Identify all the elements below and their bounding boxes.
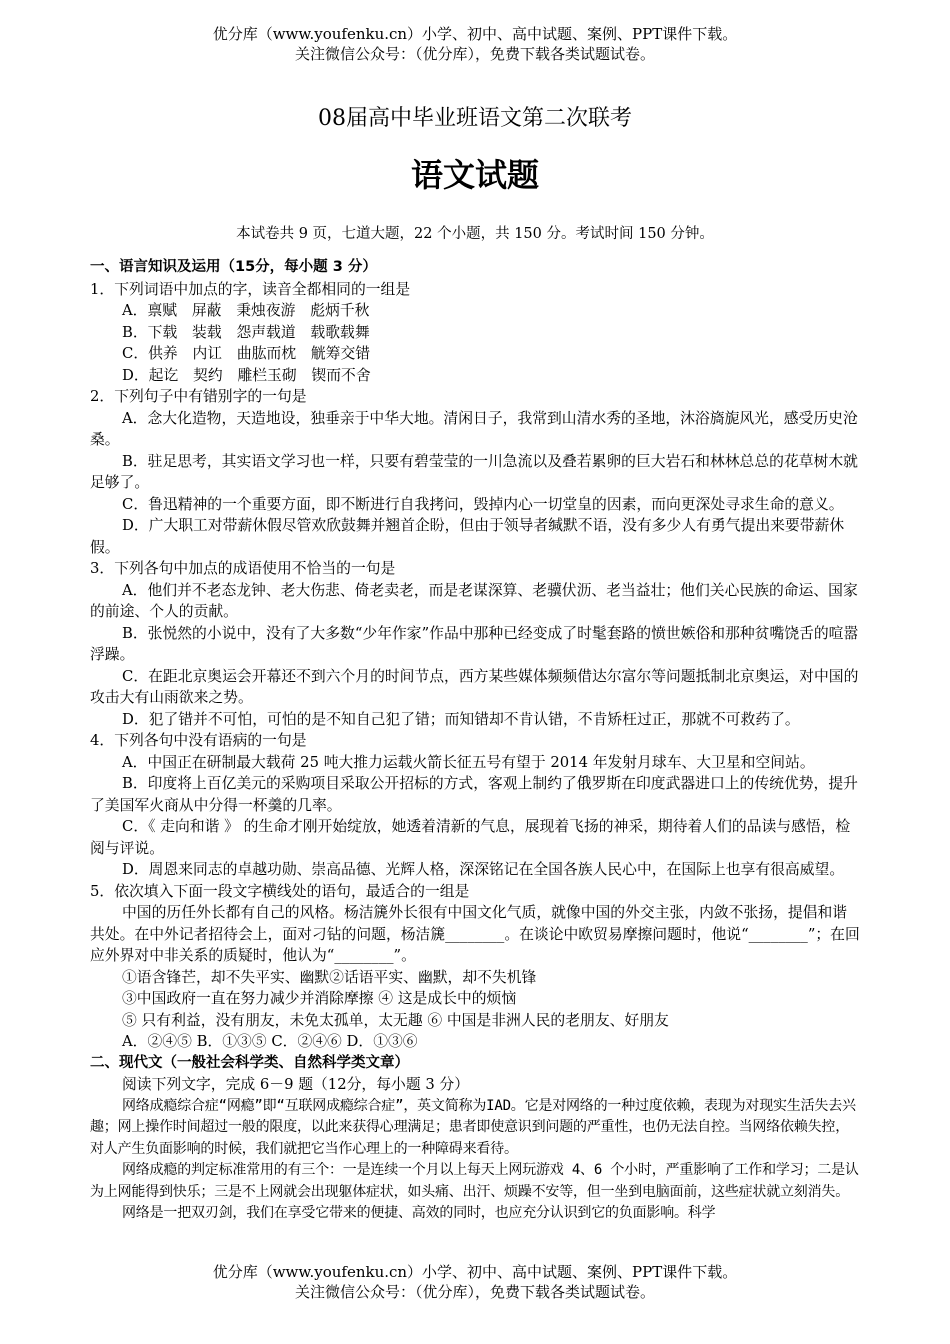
question-4-option-b: B．印度将上百亿美元的采购项目采取公开招标的方式，客观上制约了俄罗斯在印度武器进口上的传统优势，提升了美国军火商从中分得一杯羹的几率。 <box>90 775 858 814</box>
question-2-option-b: B．驻足思考，其实语文学习也一样，只要有碧莹莹的一川急流以及叠若累卵的巨大岩石和林林总总的花草树木就足够了。 <box>90 452 858 491</box>
question-3-stem: 3．下列各句中加点的成语使用不恰当的一句是 <box>90 560 396 577</box>
question-3-option-a: A．他们并不老态龙钟、老大伤悲、倚老卖老，而是老谋深算、老骥伏沥、老当益壮；他们关心民族的命运、国家的前途、个人的贡献。 <box>90 581 858 620</box>
exam-subtitle: 08届高中毕业班语文第二次联考 <box>318 106 632 131</box>
exam-content <box>90 257 860 1225</box>
question-5-statements-1: ①语含锋芒，却不失平实、幽默②话语平实、幽默，却不失机锋 <box>122 968 537 986</box>
question-3-option-b: B．张悦然的小说中，没有了大多数“少年作家”作品中那种已经变成了时髦套路的愤世嫉俗和那种贫嘴饶舌的喧嚣浮躁。 <box>90 624 859 663</box>
section-2-intro: 阅读下列文字，完成 6－9 题（12分，每小题 3 分） <box>122 1076 470 1093</box>
question-1-option-d: D．起讫 契约 雕栏玉砌 锲而不舍 <box>122 366 371 384</box>
question-1-stem: 1．下列词语中加点的字，读音全都相同的一组是 <box>90 280 411 298</box>
question-1-option-b: B．下载 装载 怨声载道 载歌载舞 <box>122 323 370 341</box>
question-4-option-c: C．《 走向和谐 》 的生命才刚开始绽放，她透着清新的气息，展现着飞扬的神采，期待着人们的品读与感悟，检阅与评说。 <box>90 818 851 857</box>
question-5-stem: 5．依次填入下面一段文字横线处的语句，最适合的一组是 <box>90 882 470 900</box>
question-5-statements-2: ③中国政府一直在努力减少并消除摩擦 ④ 这是成长中的烦恼 <box>122 990 517 1007</box>
section-2-heading: 二、现代文（一般社会科学类、自然科学类文章） <box>90 1054 409 1071</box>
section-1-heading: 一、语言知识及运用（15分，每小题 3 分） <box>90 259 377 275</box>
question-4-option-d: D．周恩来同志的卓越功勋、崇高品德、光辉人格，深深铭记在全国各族人民心中，在国际上也享有很高威望。 <box>122 861 845 878</box>
reading-paragraph-2: 网络成瘾的判定标准常用的有三个：一是连续一个月以上每天上网玩游戏 4、6 个小时，严重影响了工作和学习；二是认为上网能得到快乐；三是不上网就会出现躯体症状，如头痛、出汗、烦躁不安等，但一坐到电脑面前，这些症状就立刻消失。 <box>90 1162 859 1200</box>
header-line-1: 优分库（www.youfenku.cn）小学、初中、高中试题、案例、PPT课件下载。 <box>212 25 738 43</box>
reading-paragraph-3: 网络是一把双刃剑，我们在享受它带来的便捷、高效的同时，也应充分认识到它的负面影响。科学 <box>122 1205 716 1221</box>
footer-line-1: 优分库（www.youfenku.cn）小学、初中、高中试题、案例、PPT课件下载。 <box>212 1263 738 1281</box>
question-1-option-c: C．供养 内讧 曲肱而枕 觥筹交错 <box>122 345 371 362</box>
question-4-option-a: A．中国正在研制最大载荷 25 吨大推力运载火箭长征五号有望于 2014 年发射月球车、大卫星和空间站。 <box>122 753 815 771</box>
question-3-option-c: C．在距北京奥运会开幕还不到六个月的时间节点，西方某些媒体频频借达尔富尔等问题抵制北京奥运，对中国的攻击大有山雨欲来之势。 <box>90 667 859 706</box>
question-4-stem: 4．下列各句中没有语病的一句是 <box>90 732 307 749</box>
page-header <box>0 24 950 64</box>
question-2-option-a: A．念大化造物，天造地设，独垂亲于中华大地。清闲日子，我常到山清水秀的圣地，沐浴旖旎风光，感受历史沧桑。 <box>90 409 858 448</box>
question-2-stem: 2．下列句子中有错别字的一句是 <box>90 388 307 405</box>
question-1-option-a: A．禀赋 屏蔽 秉烛夜游 彪炳千秋 <box>122 302 370 319</box>
question-2-option-d: D．广大职工对带薪休假尽管欢欣鼓舞并翘首企盼，但由于领导者缄默不语，没有多少人有勇气提出来要带薪休假。 <box>90 517 845 556</box>
header-line-2: 关注微信公众号：（优分库），免费下载各类试题试卷。 <box>294 45 655 63</box>
footer-line-2: 关注微信公众号：（优分库），免费下载各类试题试卷。 <box>294 1283 655 1301</box>
question-5-choices: A．②④⑤ B．①③⑤ C．②④⑥ D．①③⑥ <box>122 1033 418 1050</box>
page-footer <box>0 1262 950 1302</box>
question-5-passage: 中国的历任外长都有自己的风格。杨洁篪外长很有中国文化气质，就像中国的外交主张，内敛不张扬，提倡和谐共处。在中外记者招待会上，面对刁钻的问题，杨洁篪________。在谈论中欧贸易摩擦问题时，他说“________”；在回应外界对中非关系的质疑时，他认为“________”。 <box>90 904 860 964</box>
question-5-statements-3: ⑤ 只有利益，没有朋友，未免太孤单，太无趣 ⑥ 中国是非洲人民的老朋友、好朋友 <box>122 1011 669 1029</box>
exam-title: 语文试题 <box>410 156 539 194</box>
reading-paragraph-1: 网络成瘾综合症“网瘾”即“互联网成瘾综合症”，英文简称为IAD。它是对网络的一种过度依赖，表现为对现实生活失去兴趣；网上操作时间超过一般的限度，以此来获得心理满足；患者即使意识到问题的严重性，也仍无法自控。当网络依赖失控，对人产生负面影响的时候，我们就把它当作心理上的一种障碍来看待。 <box>90 1097 856 1157</box>
question-3-option-d: D．犯了错并不可怕，可怕的是不知自己犯了错；而知错却不肯认错，不肯矫枉过正，那就不可救药了。 <box>122 710 800 728</box>
exam-meta: 本试卷共 9 页，七道大题，22 个小题，共 150 分。考试时间 150 分钟。 <box>236 226 714 242</box>
question-2-option-c: C．鲁迅精神的一个重要方面，即不断进行自我拷问，毁掉内心一切堂皇的因素，而向更深处寻求生命的意义。 <box>122 495 844 513</box>
